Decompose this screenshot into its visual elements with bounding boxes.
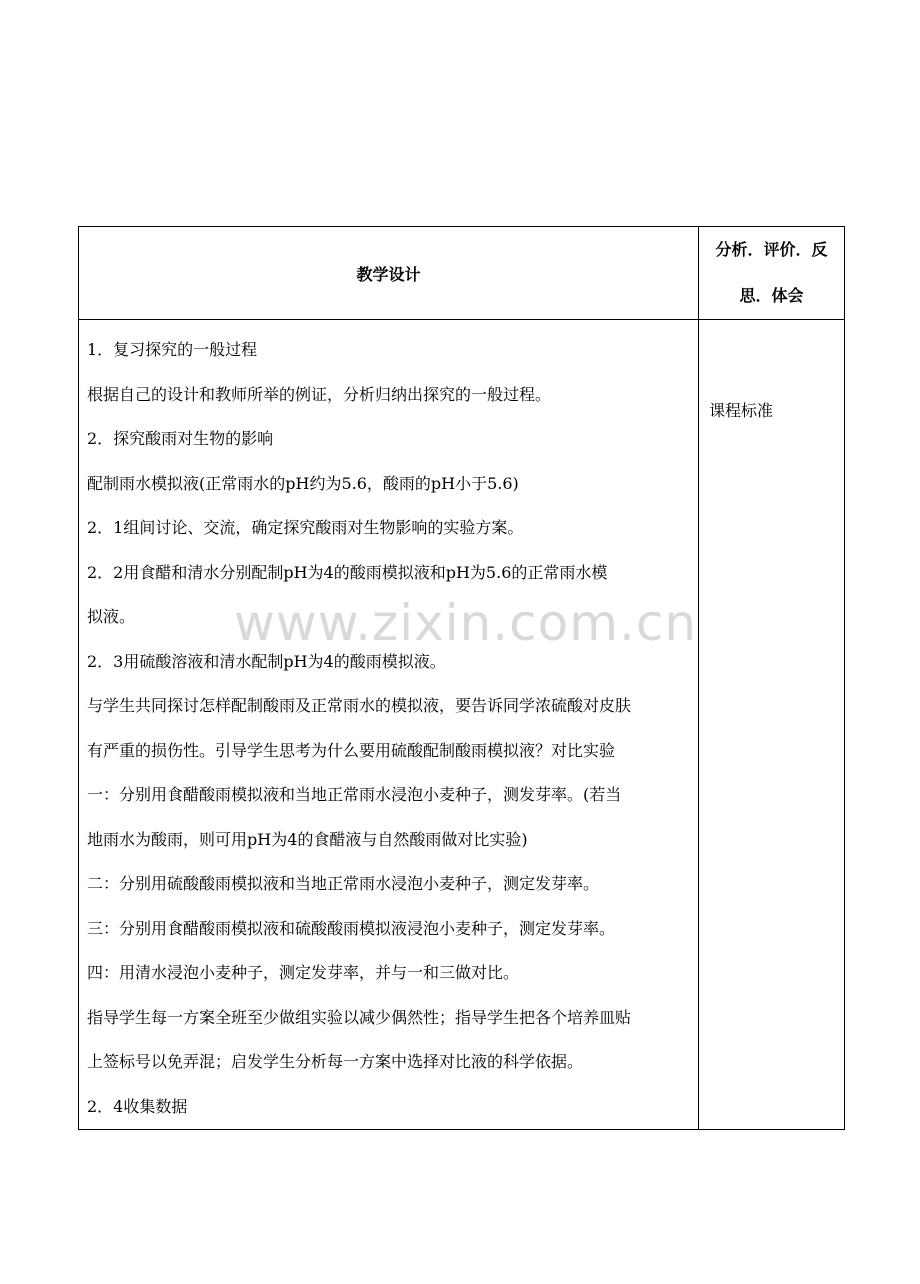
lesson-table [78, 226, 845, 1130]
watermark: www.zixin.com.cn [234, 594, 698, 652]
content-line: 根据自己的设计和教师所举的例证，分析归纳出探究的一般过程。 [87, 384, 552, 404]
teaching-content-cell [79, 320, 699, 1130]
content-line: 2．4收集数据 [87, 1096, 188, 1116]
content-line: 三：分别用食醋酸雨模拟液和硫酸酸雨模拟液浸泡小麦种子，测定发芽率。 [87, 918, 616, 938]
header-side-title-line1: 分析．评价．反 [715, 240, 828, 259]
content-line: 二：分别用硫酸酸雨模拟液和当地正常雨水浸泡小麦种子，测定发芽率。 [87, 874, 600, 893]
content-line: 四：用清水浸泡小麦种子，测定发芽率，并与一和三做对比。 [87, 963, 520, 982]
content-line: 2．1组间讨论、交流，确定探究酸雨对生物影响的实验方案。 [87, 518, 524, 537]
content-line: 与学生共同探讨怎样配制酸雨及正常雨水的模拟液，要告诉同学浓硫酸对皮肤 [87, 696, 632, 715]
content-line: 1．复习探究的一般过程 [87, 340, 258, 359]
analysis-notes-cell [699, 320, 845, 1130]
content-line: 地雨水为酸雨，则可用pH为4的食醋液与自然酸雨做对比实验) [87, 829, 528, 849]
content-line: 上签标号以免弄混；启发学生分析每一方案中选择对比液的科学依据。 [87, 1052, 584, 1071]
content-line: 2．3用硫酸溶液和清水配制pH为4的酸雨模拟液。 [87, 651, 446, 671]
content-line: 配制雨水模拟液(正常雨水的pH约为5.6，酸雨的pH小于5.6) [87, 473, 519, 493]
header-main-title: 教学设计 [356, 264, 421, 284]
side-note-curriculum-standard: 课程标准 [709, 401, 774, 420]
content-line: 2．探究酸雨对生物的影响 [87, 429, 274, 448]
content-line: 一：分别用食醋酸雨模拟液和当地正常雨水浸泡小麦种子，测发芽率。(若当 [87, 785, 622, 804]
header-side-title-line2: 思．体会 [739, 286, 804, 305]
content-line: 2．2用食醋和清水分别配制pH为4的酸雨模拟液和pH为5.6的正常雨水模 [87, 562, 608, 582]
content-line: 指导学生每一方案全班至少做组实验以减少偶然性；指导学生把各个培养皿贴 [87, 1007, 632, 1027]
table-header-row [79, 227, 845, 320]
content-line: 有严重的损伤性。引导学生思考为什么要用硫酸配制酸雨模拟液？对比实验 [87, 740, 616, 760]
header-teaching-design [79, 227, 699, 320]
header-analysis-reflection [699, 227, 845, 320]
table-body-row [79, 320, 845, 1130]
content-line: 拟液。 [87, 607, 136, 626]
